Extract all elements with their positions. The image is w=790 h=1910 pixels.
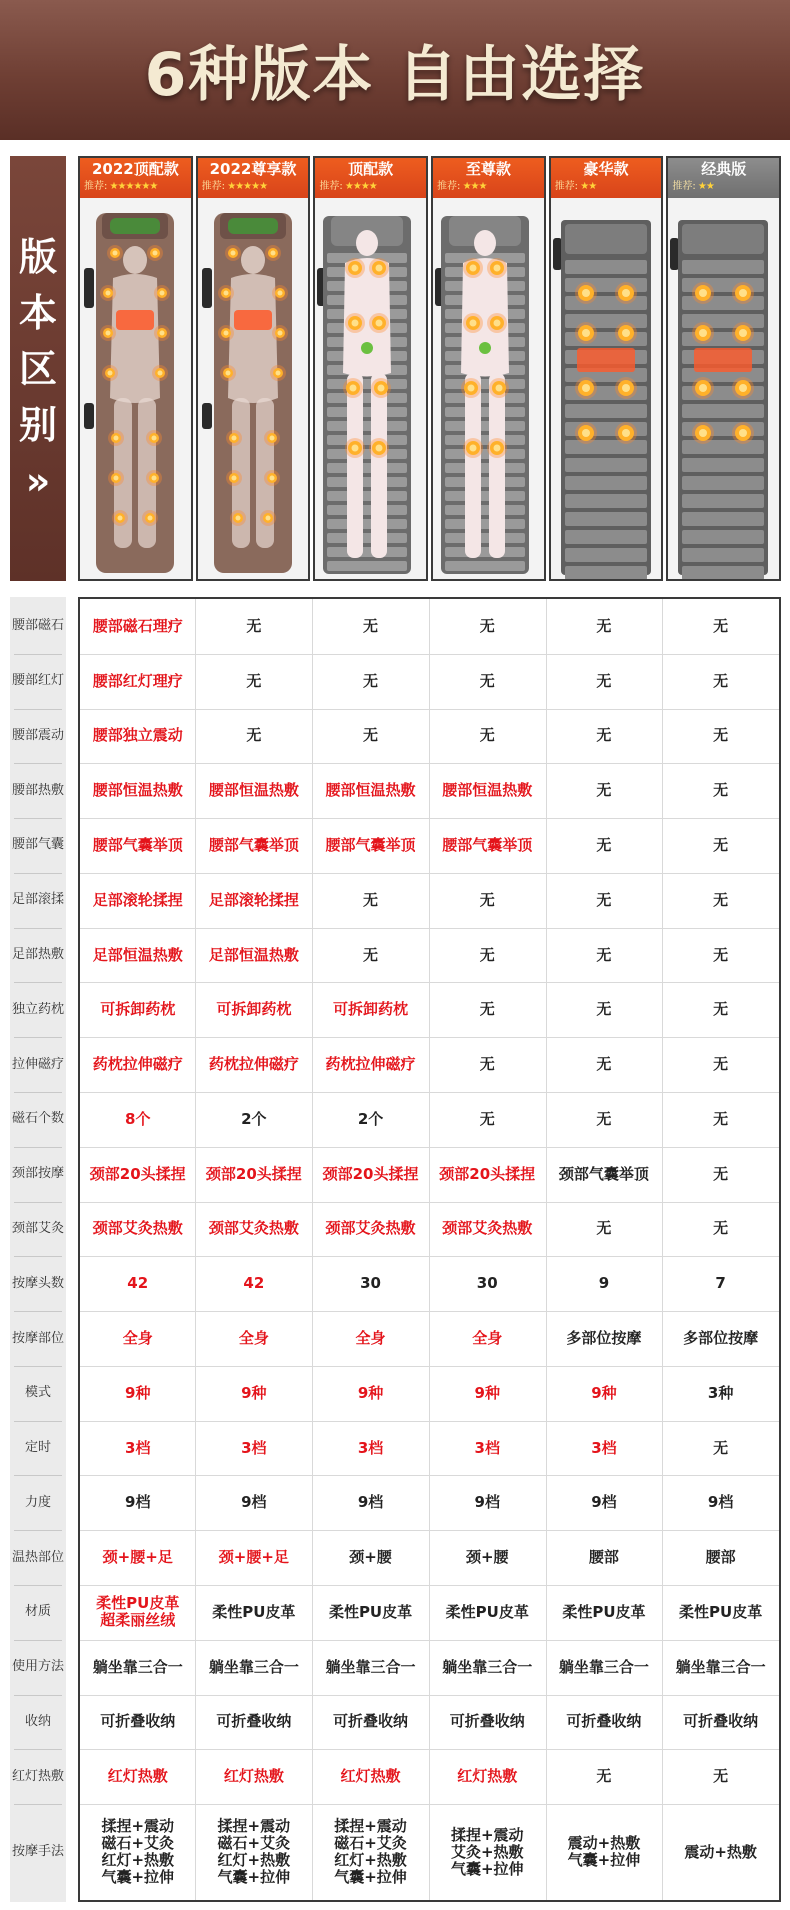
version-name: 2022尊享款 — [209, 160, 297, 178]
spec-cell: 无 — [363, 671, 379, 690]
spec-cell: 柔性PU皮革 — [212, 1602, 296, 1621]
version-card-header — [198, 158, 309, 198]
spec-cell: 30 — [360, 1274, 381, 1293]
spec-cell: 足部恒温热敷 — [92, 945, 183, 964]
recommend-label: 推荐: — [554, 181, 579, 192]
spec-cell: 3档 — [125, 1438, 151, 1457]
spec-cell: 柔性PU皮革 超柔丽丝绒 — [96, 1594, 180, 1630]
row-label: 磁石 个数 — [11, 1111, 65, 1127]
massage-mat-illustration — [551, 198, 662, 579]
spec-cell: 无 — [479, 1055, 495, 1074]
version-card[interactable] — [666, 156, 781, 581]
recommend-rating — [198, 180, 309, 194]
spec-cell: 无 — [363, 616, 379, 635]
row-label: 颈部 按摩 — [11, 1166, 65, 1182]
row-divider — [14, 1530, 62, 1531]
massage-mat-illustration — [315, 198, 426, 579]
row-label: 按摩 手法 — [11, 1844, 65, 1860]
version-card[interactable] — [549, 156, 664, 581]
recommend-label: 推荐: — [201, 181, 226, 192]
recommend-label: 推荐: — [437, 181, 461, 192]
spec-cell: 柔性PU皮革 — [562, 1602, 646, 1621]
spec-cell: 无 — [479, 1000, 495, 1019]
star-icon: ★★★★ — [342, 181, 377, 192]
spec-cell: 腰部 — [588, 1548, 619, 1567]
spec-cell: 可拆卸药枕 — [100, 1000, 176, 1019]
version-card-header — [80, 158, 191, 198]
massage-mat-image — [668, 198, 779, 579]
spec-cell: 无 — [713, 1164, 729, 1183]
spec-cell: 颈+腰 — [349, 1548, 392, 1567]
row-label: 材 质 — [24, 1604, 52, 1620]
row-label: 腰部 热敷 — [11, 782, 65, 798]
spec-cell: 9档 — [357, 1493, 384, 1512]
spec-cell: 药枕拉伸磁疗 — [92, 1055, 183, 1074]
version-difference-label — [10, 156, 66, 581]
version-card[interactable] — [313, 156, 428, 581]
spec-cell: 3档 — [241, 1438, 267, 1457]
massage-mat-illustration — [198, 198, 309, 579]
spec-cell: 无 — [713, 835, 729, 854]
row-label: 定 时 — [24, 1440, 52, 1456]
spec-cell: 足部恒温热敷 — [208, 945, 299, 964]
spec-cell: 红灯热敷 — [223, 1767, 284, 1786]
spec-cell: 颈部气囊举顶 — [558, 1164, 649, 1183]
spec-cell: 颈部艾灸热敷 — [92, 1219, 183, 1238]
spec-cell: 无 — [479, 1109, 495, 1128]
side-label-char: 区 — [18, 346, 57, 391]
version-card[interactable] — [196, 156, 311, 581]
recommend-label: 推荐: — [672, 181, 696, 192]
spec-cell: 躺坐靠三合一 — [208, 1657, 299, 1676]
massage-mat-image — [80, 198, 191, 579]
spec-cell: 无 — [713, 890, 729, 909]
spec-cell: 9档 — [474, 1493, 500, 1512]
version-card-header — [315, 158, 426, 198]
spec-cell: 躺坐靠三合一 — [442, 1657, 533, 1676]
row-label: 足部 热敷 — [11, 947, 65, 963]
spec-cell: 3档 — [474, 1438, 500, 1457]
recommend-rating — [668, 180, 779, 194]
spec-cell: 无 — [596, 1055, 612, 1074]
spec-cell: 颈部20头揉捏 — [205, 1164, 302, 1183]
spec-cell: 无 — [596, 726, 612, 745]
spec-cell: 揉捏+震动 磁石+艾灸 红灯+热敷 气囊+拉伸 — [101, 1817, 175, 1887]
spec-cell: 可拆卸药枕 — [333, 1000, 409, 1019]
recommend-rating — [551, 180, 662, 194]
spec-cell: 9种 — [357, 1383, 384, 1402]
spec-cell: 无 — [596, 945, 612, 964]
row-divider — [14, 1147, 62, 1148]
spec-cell: 无 — [596, 1767, 612, 1786]
spec-cell: 42 — [127, 1274, 149, 1293]
row-divider — [14, 1695, 62, 1696]
massage-mat-image — [198, 198, 309, 579]
spec-cell: 9档 — [707, 1493, 734, 1512]
spec-cell: 无 — [596, 671, 612, 690]
spec-table — [10, 597, 781, 1902]
spec-cell: 腰部独立震动 — [92, 726, 183, 745]
row-label: 颈部 艾灸 — [11, 1220, 65, 1236]
spec-cell: 无 — [363, 890, 379, 909]
row-divider — [14, 1256, 62, 1257]
version-name: 经典版 — [701, 160, 747, 178]
spec-cell: 腰部磁石理疗 — [92, 616, 183, 635]
spec-cell: 腰部气囊举顶 — [208, 835, 299, 854]
spec-cell: 腰部气囊举顶 — [325, 835, 416, 854]
spec-cell: 8个 — [125, 1109, 151, 1128]
spec-cell: 无 — [363, 945, 379, 964]
spec-cell: 颈部艾灸热敷 — [325, 1219, 416, 1238]
massage-mat-illustration — [433, 198, 544, 579]
column-divider — [662, 599, 663, 1900]
side-label-char: 版 — [18, 234, 57, 279]
spec-cell: 9种 — [591, 1383, 617, 1402]
row-label: 收 纳 — [24, 1713, 52, 1729]
spec-cell: 无 — [479, 945, 495, 964]
row-label: 腰部 震动 — [11, 727, 65, 743]
spec-cell: 全身 — [355, 1329, 386, 1347]
row-divider — [14, 818, 62, 819]
spec-cell: 红灯热敷 — [457, 1767, 518, 1786]
spec-cell: 无 — [596, 616, 612, 635]
version-name: 2022顶配款 — [91, 160, 179, 178]
spec-cell: 红灯热敷 — [107, 1767, 168, 1786]
spec-cell: 可折叠收纳 — [683, 1712, 759, 1731]
row-divider — [14, 873, 62, 874]
spec-cell: 可拆卸药枕 — [216, 1000, 292, 1019]
row-label: 温热 部位 — [11, 1549, 65, 1565]
spec-cell: 42 — [243, 1274, 265, 1293]
spec-cell: 躺坐靠三合一 — [92, 1657, 183, 1676]
row-divider — [14, 1092, 62, 1093]
spec-cell: 无 — [363, 726, 379, 745]
row-divider — [14, 1804, 62, 1805]
recommend-rating — [80, 180, 191, 194]
spec-cell: 无 — [713, 1055, 729, 1074]
massage-mat-illustration — [80, 198, 191, 579]
spec-cell: 无 — [479, 726, 495, 745]
recommend-label: 推荐: — [319, 181, 343, 192]
spec-cell: 2个 — [357, 1109, 384, 1128]
row-label: 模 式 — [24, 1385, 52, 1401]
spec-cell: 无 — [596, 835, 612, 854]
spec-cell: 9档 — [591, 1493, 617, 1512]
page-title: 6种版本 自由选择 — [144, 40, 646, 110]
spec-cell: 可折叠收纳 — [333, 1712, 409, 1731]
massage-mat-illustration — [668, 198, 779, 579]
spec-cell: 无 — [596, 781, 612, 800]
spec-cell: 9种 — [125, 1383, 151, 1402]
column-divider — [195, 599, 196, 1900]
version-card[interactable] — [78, 156, 193, 581]
spec-cell: 7 — [715, 1274, 726, 1293]
spec-cell: 揉捏+震动 磁石+艾灸 红灯+热敷 气囊+拉伸 — [334, 1817, 407, 1887]
spec-cell: 30 — [476, 1274, 498, 1293]
spec-cell: 无 — [713, 1000, 729, 1019]
header-banner — [0, 0, 790, 140]
spec-cell: 柔性PU皮革 — [679, 1602, 763, 1621]
spec-cell: 无 — [713, 616, 729, 635]
massage-mat-image — [551, 198, 662, 579]
spec-cell: 多部位按摩 — [683, 1329, 759, 1347]
spec-cell: 无 — [246, 616, 262, 635]
row-divider — [14, 982, 62, 983]
version-card-header — [433, 158, 544, 198]
spec-cell: 腰部红灯理疗 — [92, 671, 183, 690]
column-divider — [312, 599, 313, 1900]
row-divider — [14, 1037, 62, 1038]
column-divider — [429, 599, 430, 1900]
spec-cell: 足部滚轮揉捏 — [92, 890, 183, 909]
spec-cell: 颈部20头揉捏 — [439, 1164, 536, 1183]
massage-mat-image — [433, 198, 544, 579]
spec-cell: 躺坐靠三合一 — [675, 1657, 766, 1676]
massage-mat-image — [315, 198, 426, 579]
spec-cell: 揉捏+震动 磁石+艾灸 红灯+热敷 气囊+拉伸 — [217, 1817, 291, 1887]
version-card[interactable] — [431, 156, 546, 581]
recommend-label: 推荐: — [84, 181, 108, 192]
spec-cell: 无 — [596, 1109, 612, 1128]
spec-cell: 3档 — [591, 1438, 617, 1457]
column-divider — [546, 599, 547, 1900]
spec-cell: 颈部20头揉捏 — [89, 1164, 186, 1183]
spec-cell: 可折叠收纳 — [449, 1712, 525, 1731]
spec-cell: 震动+热敷 气囊+拉伸 — [567, 1834, 641, 1870]
star-icon: ★★ — [578, 181, 597, 192]
star-icon: ★★★★★★ — [107, 181, 158, 192]
side-label-char: » — [25, 458, 51, 503]
spec-cell: 颈+腰+足 — [102, 1548, 173, 1567]
spec-cell: 震动+热敷 — [684, 1842, 757, 1861]
spec-cell: 2个 — [241, 1109, 267, 1128]
version-name: 豪华款 — [583, 160, 629, 178]
spec-cell: 腰部气囊举顶 — [442, 835, 533, 854]
spec-cell: 无 — [713, 1438, 729, 1457]
spec-cell: 颈部艾灸热敷 — [208, 1219, 299, 1238]
side-label-char: 别 — [18, 402, 57, 447]
spec-cell: 颈部20头揉捏 — [322, 1164, 419, 1183]
spec-cell: 全身 — [122, 1329, 153, 1347]
version-card-header — [551, 158, 662, 198]
spec-cell: 红灯热敷 — [340, 1767, 401, 1786]
row-label: 使用 方法 — [11, 1659, 65, 1675]
spec-cell: 多部位按摩 — [566, 1329, 642, 1347]
spec-cell: 揉捏+震动 艾灸+热敷 气囊+拉伸 — [450, 1825, 524, 1878]
row-label: 腰部 磁石 — [11, 618, 65, 634]
row-label: 力 度 — [24, 1494, 52, 1510]
row-label: 按摩 部位 — [11, 1330, 65, 1346]
row-divider — [14, 928, 62, 929]
row-divider — [14, 1640, 62, 1641]
spec-cell: 可折叠收纳 — [216, 1712, 292, 1731]
spec-cell: 无 — [479, 890, 495, 909]
recommend-rating — [315, 180, 426, 194]
spec-cell: 9 — [598, 1274, 610, 1293]
spec-cell: 无 — [596, 1219, 612, 1238]
spec-cell: 药枕拉伸磁疗 — [325, 1055, 416, 1074]
row-label: 拉伸 磁疗 — [11, 1056, 65, 1072]
spec-cell: 无 — [713, 1219, 729, 1238]
spec-cell: 可折叠收纳 — [100, 1712, 176, 1731]
spec-cell: 无 — [713, 726, 729, 745]
spec-cell: 全身 — [472, 1329, 503, 1347]
spec-cell: 颈+腰+足 — [218, 1548, 289, 1567]
row-divider — [14, 1749, 62, 1750]
spec-cell: 无 — [713, 781, 729, 800]
version-card-header — [668, 158, 779, 198]
version-name: 至尊款 — [465, 160, 511, 178]
row-divider — [14, 709, 62, 710]
spec-cell: 腰部恒温热敷 — [325, 781, 416, 800]
spec-cell: 柔性PU皮革 — [328, 1602, 413, 1621]
spec-cell: 3档 — [357, 1438, 384, 1457]
spec-cell: 无 — [713, 671, 729, 690]
star-icon: ★★★ — [460, 181, 487, 192]
spec-cell: 无 — [596, 1000, 612, 1019]
spec-cell: 腰部 — [705, 1548, 736, 1567]
row-divider — [14, 1202, 62, 1203]
spec-cell: 无 — [479, 671, 495, 690]
spec-cell: 9档 — [125, 1493, 151, 1512]
spec-cell: 躺坐靠三合一 — [325, 1657, 416, 1676]
star-icon: ★★★★★ — [225, 181, 268, 192]
spec-cell: 腰部恒温热敷 — [208, 781, 299, 800]
row-label: 独立 药枕 — [11, 1001, 65, 1017]
version-cards — [78, 156, 781, 581]
spec-cell: 无 — [246, 726, 262, 745]
spec-cell: 全身 — [238, 1329, 269, 1347]
star-icon: ★★ — [695, 181, 714, 192]
spec-cell: 无 — [713, 945, 729, 964]
spec-cell: 9种 — [241, 1383, 267, 1402]
row-divider — [14, 1311, 62, 1312]
row-divider — [14, 654, 62, 655]
row-divider — [14, 1366, 62, 1367]
recommend-rating — [433, 180, 544, 194]
spec-cell: 腰部恒温热敷 — [92, 781, 183, 800]
spec-cell: 颈+腰 — [465, 1548, 509, 1567]
row-label: 足部 滚揉 — [11, 892, 65, 908]
row-divider — [14, 1475, 62, 1476]
spec-cell: 无 — [713, 1767, 729, 1786]
version-name: 顶配款 — [348, 160, 394, 178]
row-divider — [14, 1421, 62, 1422]
spec-cell: 无 — [479, 616, 495, 635]
row-divider — [14, 1585, 62, 1586]
row-divider — [14, 763, 62, 764]
spec-cell: 可折叠收纳 — [566, 1712, 642, 1731]
row-label: 腰部 气囊 — [11, 837, 65, 853]
spec-cell: 颈部艾灸热敷 — [442, 1219, 533, 1238]
row-label: 红灯 热敷 — [11, 1768, 65, 1784]
spec-cell: 躺坐靠三合一 — [558, 1657, 649, 1676]
row-label: 腰部 红灯 — [11, 673, 65, 689]
spec-grid — [78, 597, 781, 1902]
spec-cell: 无 — [246, 671, 262, 690]
row-label: 按摩 头数 — [11, 1275, 65, 1291]
spec-cell: 药枕拉伸磁疗 — [208, 1055, 299, 1074]
spec-cell: 3种 — [707, 1383, 734, 1402]
spec-cell: 腰部气囊举顶 — [92, 835, 183, 854]
spec-cell: 足部滚轮揉捏 — [208, 890, 299, 909]
spec-cell: 9种 — [474, 1383, 500, 1402]
spec-cell: 腰部恒温热敷 — [442, 781, 533, 800]
spec-cell: 无 — [596, 890, 612, 909]
row-labels-column — [10, 597, 66, 1902]
spec-cell: 无 — [713, 1109, 729, 1128]
spec-cell: 9档 — [241, 1493, 267, 1512]
side-label-char: 本 — [18, 290, 57, 335]
spec-cell: 柔性PU皮革 — [445, 1602, 529, 1621]
